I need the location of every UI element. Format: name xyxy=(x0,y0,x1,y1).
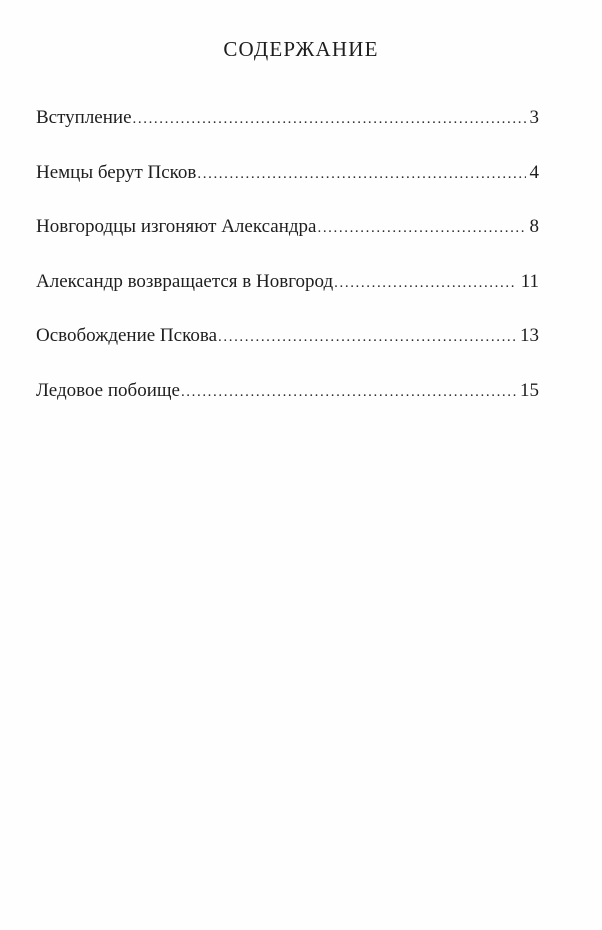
toc-entry-title: Ледовое побоище xyxy=(36,379,180,401)
toc-page-number: 4 xyxy=(529,161,539,183)
toc-entry-title: Александр возвращается в Новгород xyxy=(36,270,334,292)
toc-entry xyxy=(36,159,539,186)
toc-entry-title: Новгородцы изгоняют Александра xyxy=(36,216,317,237)
toc-entry xyxy=(36,213,539,240)
toc-dot-leader xyxy=(317,215,525,242)
table-of-contents xyxy=(36,104,539,431)
toc-dot-leader xyxy=(133,106,526,133)
toc-entry xyxy=(36,104,539,131)
toc-entry-title: Вступление xyxy=(36,107,132,128)
toc-dot-leader xyxy=(334,270,517,297)
toc-page-number: 8 xyxy=(529,216,539,237)
toc-entry xyxy=(36,377,539,404)
toc-entry xyxy=(36,268,539,295)
toc-page-number: 3 xyxy=(529,107,539,128)
toc-entry xyxy=(36,322,539,349)
toc-page-number: 13 xyxy=(520,325,539,346)
toc-entry-title: Освобождение Пскова xyxy=(36,325,218,346)
toc-dot-leader xyxy=(181,379,516,406)
contents-heading: СОДЕРЖАНИЕ xyxy=(223,37,379,61)
toc-entry-title: Немцы берут Псков xyxy=(36,161,197,183)
toc-dot-leader xyxy=(197,161,525,188)
toc-dot-leader xyxy=(218,324,516,351)
toc-page-number: 11 xyxy=(520,270,539,292)
toc-page-number: 15 xyxy=(520,379,539,401)
